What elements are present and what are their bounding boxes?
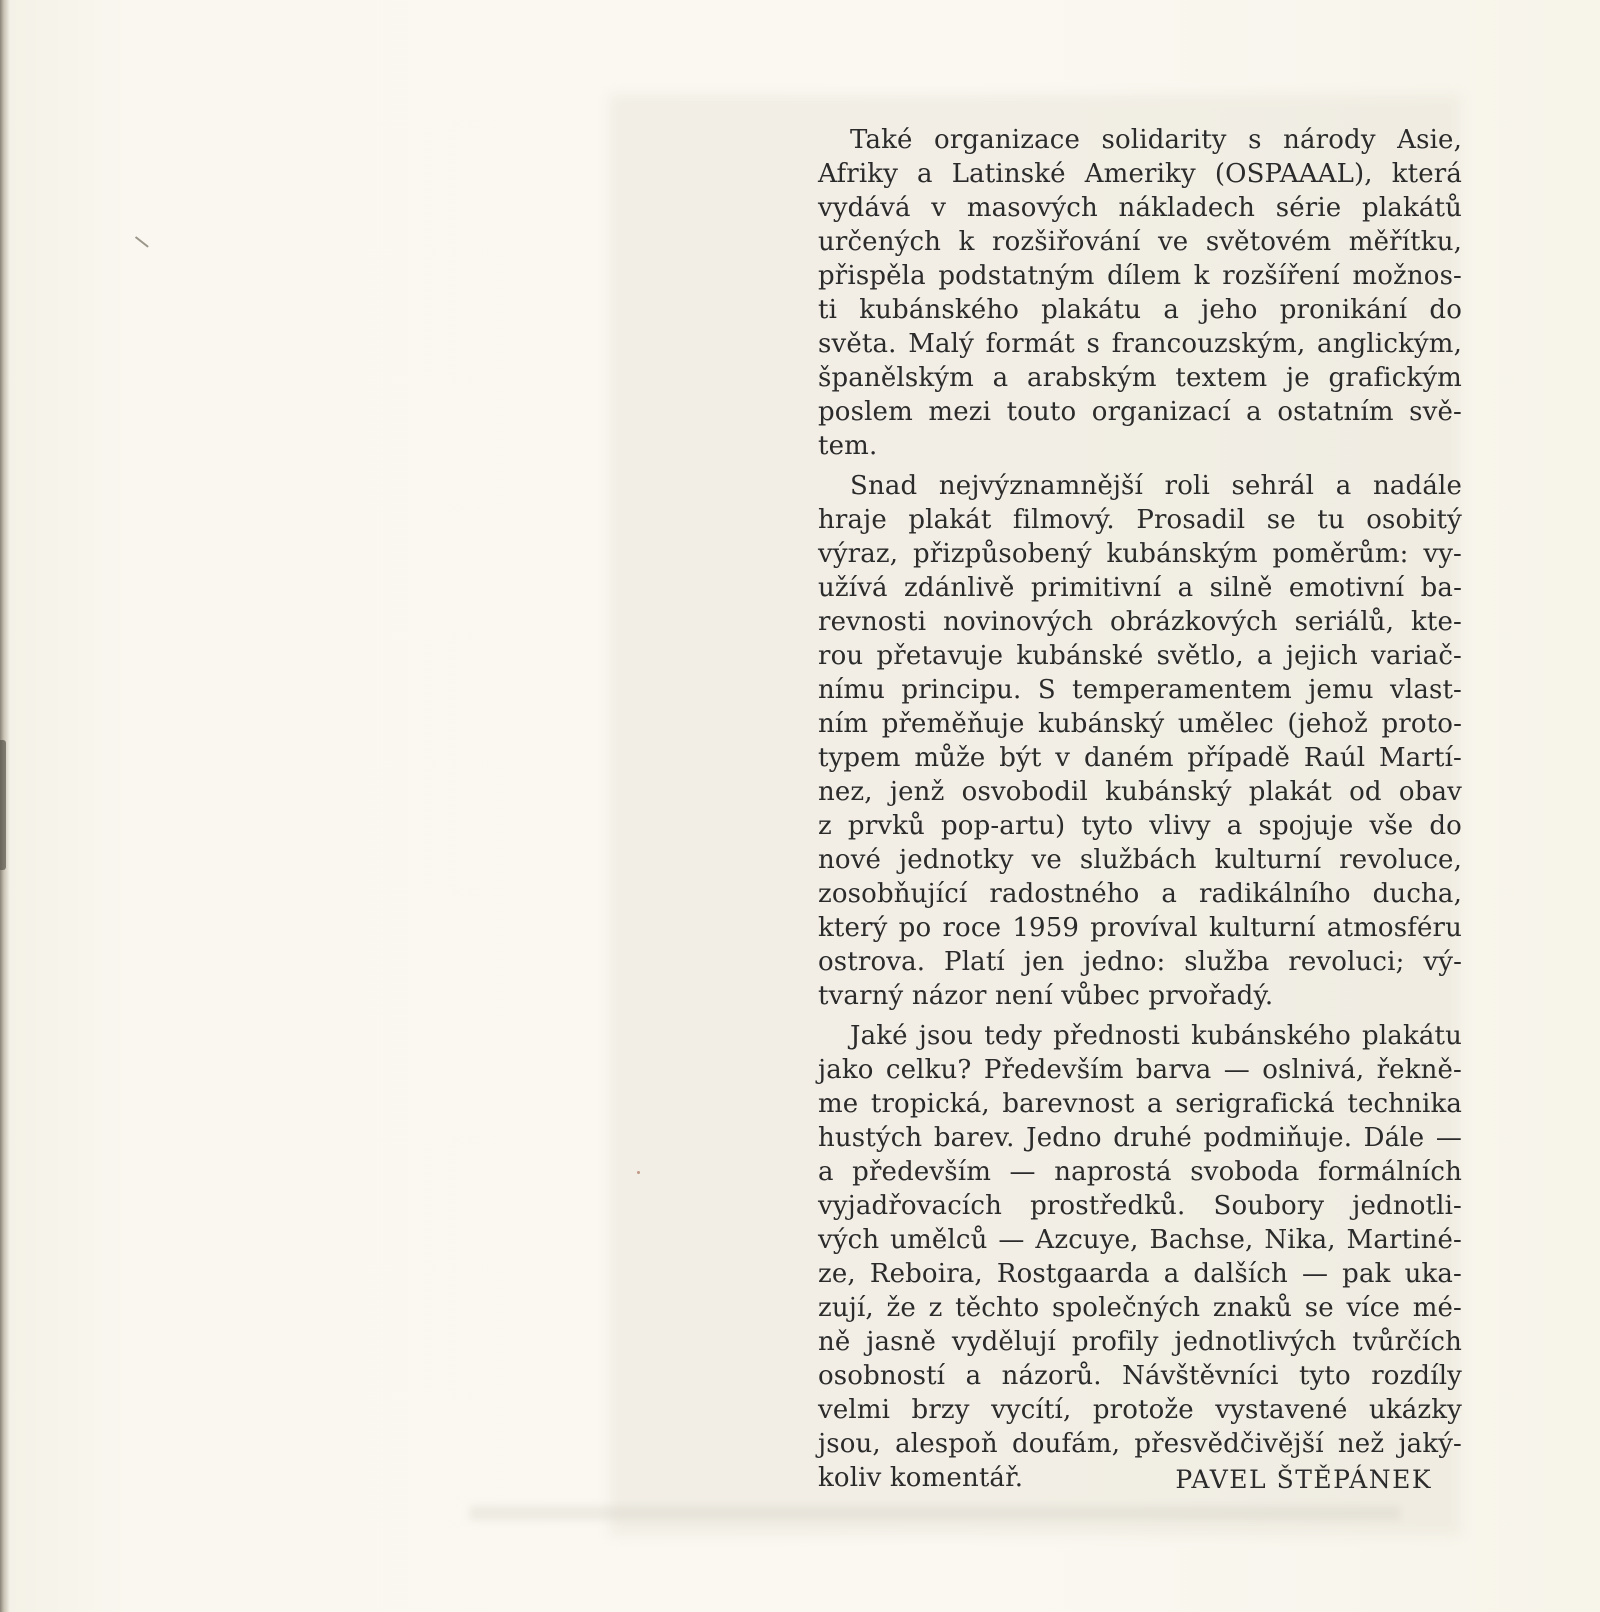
- text-line: velmi brzy vycítí, protože vystavené ukázky: [818, 1395, 1462, 1425]
- text-line: a především — naprostá svoboda formálních: [818, 1157, 1462, 1187]
- text-line: ně jasně vydělují profily jednotlivých tvůrčích: [818, 1327, 1462, 1357]
- text-line: nové jednotky ve službách kulturní revoluce,: [818, 845, 1462, 875]
- paragraph-1: [818, 123, 1462, 463]
- text-line: me tropická, barevnost a serigrafická technika: [818, 1089, 1462, 1119]
- paragraph-2: [818, 469, 1462, 1013]
- text-line: tvarný názor není vůbec prvořadý.: [818, 981, 1274, 1011]
- text-line: tem.: [818, 431, 878, 461]
- text-line: světa. Malý formát s francouzským, anglickým,: [818, 329, 1462, 359]
- text-line: užívá zdánlivě primitivní a silně emotivní ba-: [818, 573, 1462, 603]
- paper-speck: [135, 236, 149, 247]
- text-line: španělským a arabským textem je grafickým: [818, 363, 1462, 393]
- text-line: poslem mezi touto organizací a ostatním svě-: [818, 397, 1462, 427]
- text-line: z prvků pop-artu) tyto vlivy a spojuje vše do: [818, 811, 1462, 841]
- text-line: jsou, alespoň doufám, přesvědčivější než jaký-: [818, 1429, 1462, 1459]
- text-line: ze, Reboira, Rostgaarda a dalších — pak uka-: [818, 1259, 1462, 1289]
- text-line: Také organizace solidarity s národy Asie,: [850, 125, 1462, 155]
- text-line: ti kubánského plakátu a jeho pronikání do: [818, 295, 1462, 325]
- paper-speck: [637, 1171, 640, 1174]
- text-line: vydává v masových nákladech série plakátů: [818, 193, 1462, 223]
- author-signature: PAVEL ŠTĚPÁNEK: [1175, 1465, 1432, 1494]
- print-through-line: [470, 1506, 1400, 1520]
- text-line: hustých barev. Jedno druhé podmiňuje. Dále —: [818, 1123, 1462, 1153]
- text-line: výraz, přizpůsobený kubánským poměrům: vy-: [818, 539, 1462, 569]
- essay-text: [818, 123, 1462, 1501]
- text-line: Jaké jsou tedy přednosti kubánského plakátu: [850, 1021, 1462, 1051]
- text-line: ostrova. Platí jen jedno: služba revoluci; vý-: [818, 947, 1462, 977]
- text-line: revnosti novinových obrázkových seriálů, kte-: [818, 607, 1462, 637]
- text-line: Afriky a Latinské Ameriky (OSPAAAL), která: [818, 159, 1462, 189]
- text-line: zosobňující radostného a radikálního ducha,: [818, 879, 1462, 909]
- text-line: Snad nejvýznamnější roli sehrál a nadále: [850, 471, 1462, 501]
- text-line: vyjadřovacích prostředků. Soubory jednotli-: [818, 1191, 1462, 1221]
- text-line: typem může být v daném případě Raúl Martí-: [818, 743, 1462, 773]
- closing-line-with-signature: [818, 1461, 1462, 1495]
- text-line: určených k rozšiřování ve světovém měřítku,: [818, 227, 1462, 257]
- text-line: nez, jenž osvobodil kubánský plakát od obav: [818, 777, 1462, 807]
- text-line: osobností a názorů. Návštěvníci tyto rozdíly: [818, 1361, 1462, 1391]
- text-line: ním přeměňuje kubánský umělec (jehož proto-: [818, 709, 1462, 739]
- text-line: zují, že z těchto společných znaků se více mé-: [818, 1293, 1462, 1323]
- text-line: jako celku? Především barva — oslnivá, řekně-: [818, 1055, 1462, 1085]
- paragraph-3: [818, 1019, 1462, 1495]
- text-line: přispěla podstatným dílem k rozšíření možnos-: [818, 261, 1462, 291]
- text-line: koliv komentář.: [818, 1463, 1024, 1493]
- text-line: vých umělců — Azcuye, Bachse, Nika, Martiné-: [818, 1225, 1462, 1255]
- text-line: rou přetavuje kubánské světlo, a jejich variač-: [818, 641, 1462, 671]
- binding-mark: [0, 740, 6, 870]
- text-line: hraje plakát filmový. Prosadil se tu osobitý: [818, 505, 1462, 535]
- text-line: nímu principu. S temperamentem jemu vlast-: [818, 675, 1462, 705]
- text-line: který po roce 1959 províval kulturní atmosféru: [818, 913, 1462, 943]
